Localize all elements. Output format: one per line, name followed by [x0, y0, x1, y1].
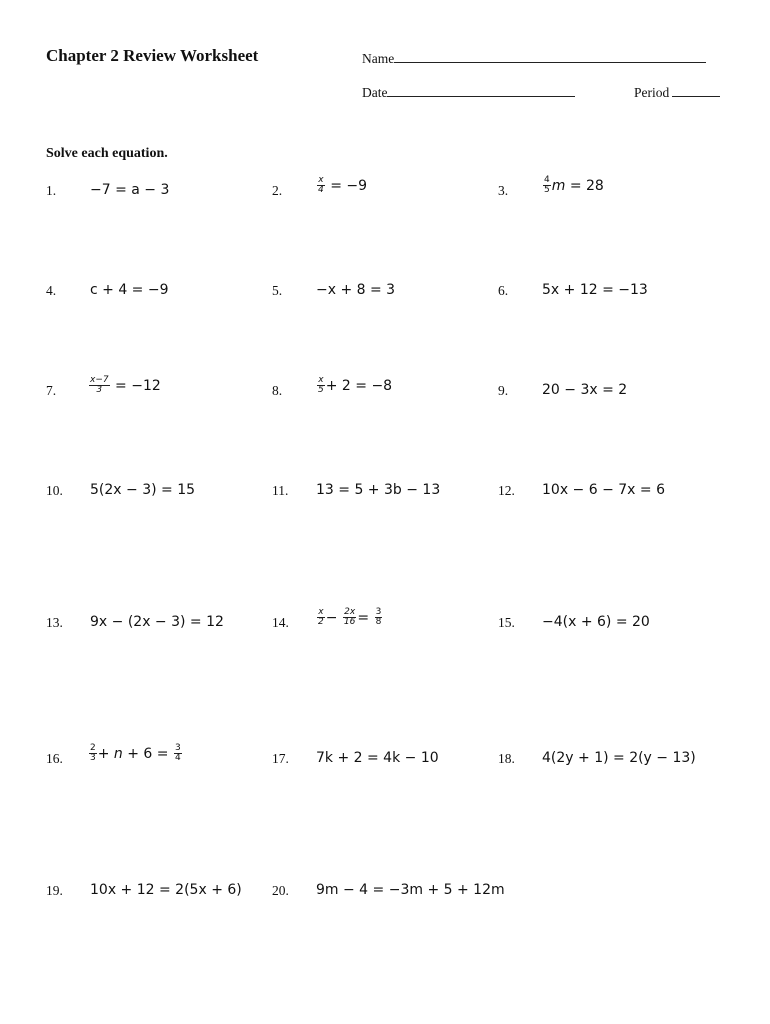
problem-number: 3. — [498, 183, 509, 198]
problem-number: 10. — [46, 483, 63, 498]
problem-equation: −x + 8 = 3 — [316, 282, 396, 298]
problem-number: 7. — [46, 383, 57, 398]
problem-number: 16. — [46, 751, 63, 766]
fraction: $\frac{2x}{16}$ — [343, 607, 356, 628]
problem-equation: −4(x + 6) = 20 — [542, 614, 650, 630]
problem-equation: 10x + 12 = 2(5x + 6) — [90, 882, 242, 898]
fraction: $\frac{x}{5}$ — [318, 375, 324, 396]
fraction: $\frac{x-7}{3}$ — [90, 375, 109, 396]
period-blank-line[interactable] — [672, 84, 720, 97]
period-label: Period — [634, 85, 670, 100]
fraction: $\frac{x}{2}$ — [318, 607, 324, 628]
problem-equation: 4(2y + 1) = 2(y − 13) — [542, 750, 696, 766]
fraction: $\frac{2}{3}$ — [90, 743, 96, 764]
problem-number: 2. — [272, 183, 283, 198]
problem-equation: −7 = a − 3 — [90, 182, 170, 198]
fraction: $\frac{3}{8}$ — [375, 607, 382, 628]
problem-number: 8. — [272, 383, 283, 398]
problem-equation: 9m − 4 = −3m + 5 + 12m — [316, 882, 505, 898]
problem-equation: $\frac{x}{4}$ = −9 — [318, 175, 368, 196]
period-field[interactable] — [634, 84, 720, 101]
problem-number: 14. — [272, 615, 289, 630]
problem-equation: 20 − 3x = 2 — [542, 382, 628, 398]
problem-equation: $\frac{x-7}{3}$ = −12 — [90, 375, 161, 396]
problem-equation: 7k + 2 = 4k − 10 — [316, 750, 439, 766]
problem-number: 11. — [272, 483, 289, 498]
date-field[interactable] — [362, 84, 575, 101]
problem-number: 15. — [498, 615, 515, 630]
date-blank-line[interactable] — [387, 84, 575, 97]
problem-number: 9. — [498, 383, 509, 398]
problem-equation: 10x − 6 − 7x = 6 — [542, 482, 665, 498]
fraction: $\frac{4}{5}$ — [544, 175, 550, 196]
problem-equation: 5x + 12 = −13 — [542, 282, 648, 298]
problem-equation: 13 = 5 + 3b − 13 — [316, 482, 441, 498]
problem-equation: 5(2x − 3) = 15 — [90, 482, 196, 498]
name-field[interactable] — [362, 50, 706, 67]
date-label: Date — [362, 85, 388, 100]
problem-equation: c + 4 = −9 — [90, 282, 169, 298]
problem-equation: $\frac{x}{5}$ + 2 = −8 — [318, 375, 393, 396]
problem-number: 5. — [272, 283, 283, 298]
problem-number: 6. — [498, 283, 509, 298]
problem-number: 20. — [272, 883, 289, 898]
fraction: $\frac{x}{4}$ — [318, 175, 324, 196]
page-title: Chapter 2 Review Worksheet — [46, 46, 259, 65]
problem-number: 4. — [46, 283, 57, 298]
problem-equation: 9x − (2x − 3) = 12 — [90, 614, 224, 630]
problem-number: 13. — [46, 615, 63, 630]
problem-equation: $\frac{4}{5}$ m = 28 — [544, 175, 604, 196]
problem-number: 1. — [46, 183, 57, 198]
problem-equation: $\frac{x}{2}$ − $\frac{2x}{16}$ = $\frac{3}{8}$ — [318, 607, 382, 628]
instructions: Solve each equation. — [46, 146, 168, 161]
fraction: $\frac{3}{4}$ — [174, 743, 181, 764]
problem-equation: $\frac{2}{3}$ + n + 6 = $\frac{3}{4}$ — [90, 743, 181, 764]
problem-number: 17. — [272, 751, 289, 766]
name-blank-line[interactable] — [394, 50, 706, 63]
problem-number: 18. — [498, 751, 515, 766]
problem-number: 19. — [46, 883, 63, 898]
name-label: Name — [362, 51, 395, 66]
problem-number: 12. — [498, 483, 515, 498]
